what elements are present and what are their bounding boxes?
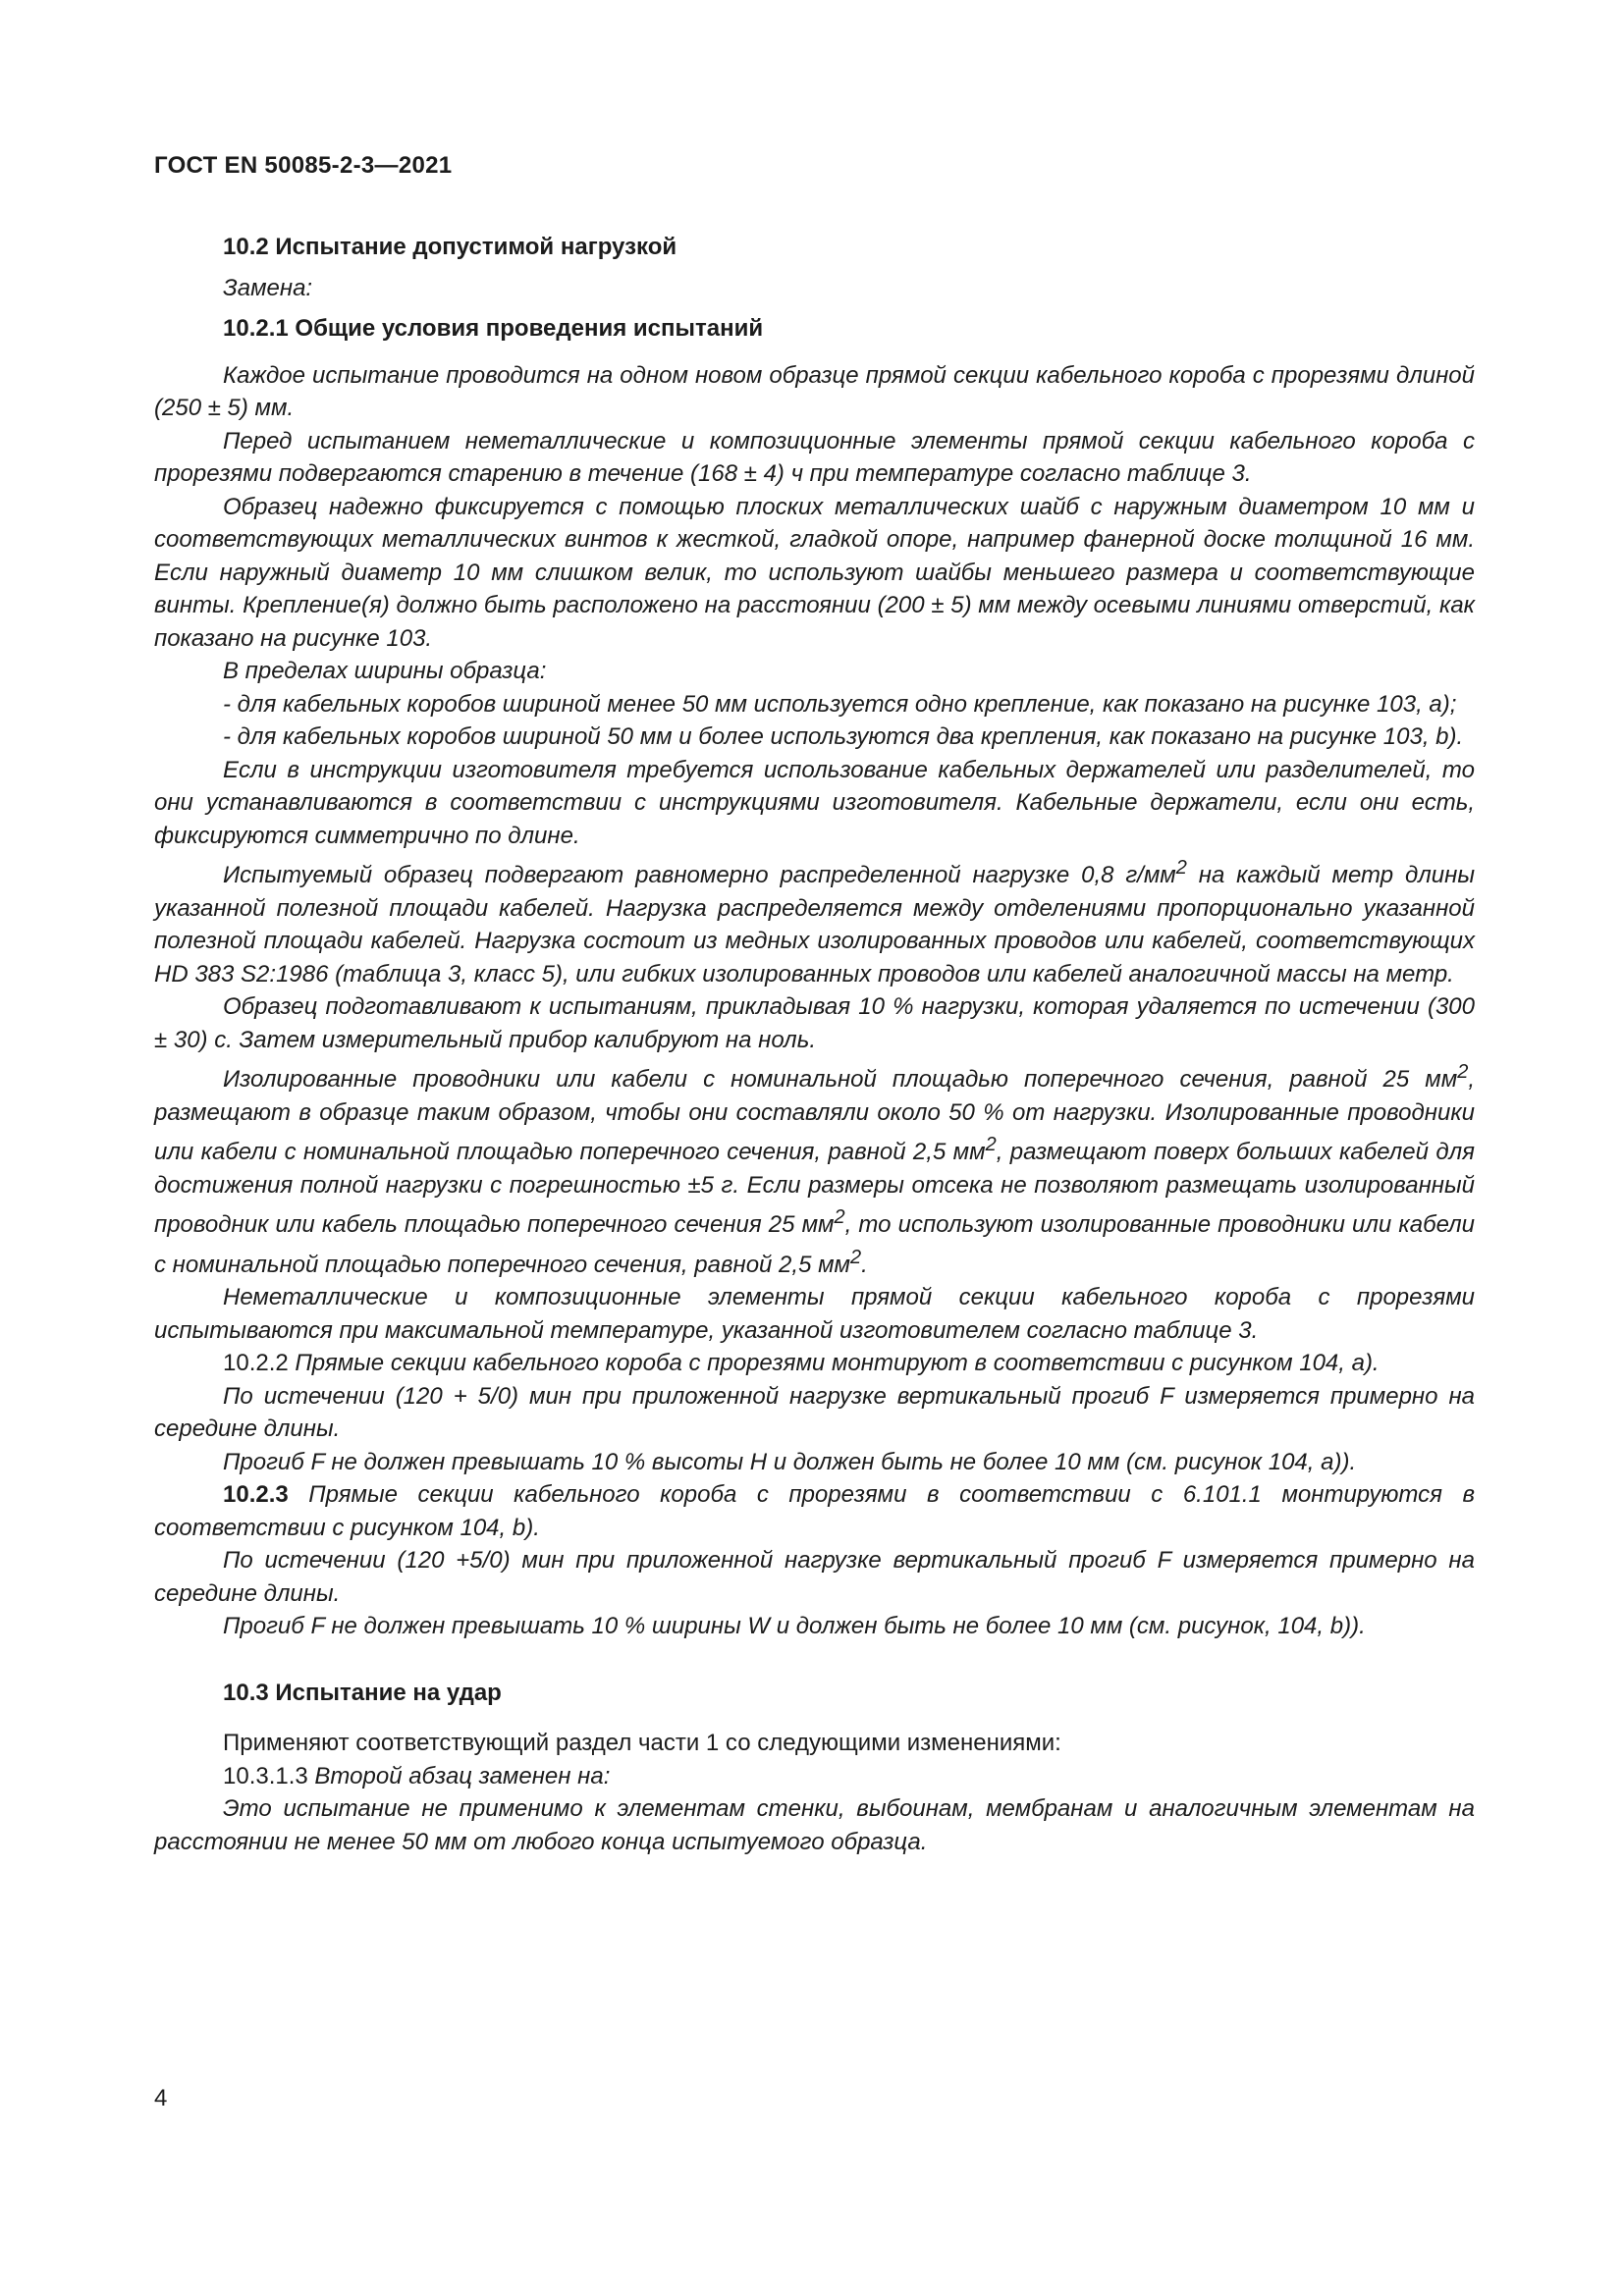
section-heading-10-3: 10.3 Испытание на удар (223, 1679, 502, 1706)
text-run: Прямые секции кабельного короба с прорезями в соответствии с 6.101.1 монтируются в соответствии с рисунком 104, b). (154, 1481, 1475, 1541)
paragraph (154, 1056, 1475, 1281)
paragraph: По истечении (120 +5/0) мин при приложенной нагрузке вертикальный прогиб F измеряется примерно на середине длины. (154, 1547, 1475, 1607)
superscript: 2 (834, 1206, 845, 1228)
superscript: 2 (1175, 857, 1187, 879)
replacement-note: Замена: (223, 274, 313, 301)
superscript: 2 (1457, 1061, 1469, 1083)
paragraph: Если в инструкции изготовителя требуется использование кабельных держателей или разделителей, то они устанавливаются в соответствии с инструкциями изготовителя. Кабельные держатели, если они есть, фиксируются симметрично по длине. (154, 756, 1475, 849)
paragraph: Образец надежно фиксируется с помощью плоских металлических шайб с наружным диаметром 10 мм и соответствующих металлических винтов к жесткой, гладкой опоре, например фанерной доске толщиной 16 мм. Если наружный диаметр 10 мм слишком велик, то используют шайбы меньшего размера и соответствующие винты. Крепление(я) должно быть расположено на расстоянии (200 ± 5) мм между осевыми линиями отверстий, как показано на рисунке 103. (154, 493, 1475, 652)
text-run: Испытуемый образец подвергают равномерно распределенной нагрузке 0,8 г/мм (223, 862, 1176, 888)
paragraph: Прогиб F не должен превышать 10 % высоты H и должен быть не более 10 мм (см. рисунок 104, а)). (223, 1448, 1357, 1475)
text-run: Второй абзац заменен на: (307, 1762, 611, 1789)
text-run: на каждый метр длины указанной полезной площади кабелей. Нагрузка распределяется между отделениями пропорционально указанной полезной площади кабелей. Нагрузка состоит из медных изолированных проводов или кабелей, соответствующих HD 383 S2:1986 (таблица 3, класс 5), или гибких изолированных проводов или кабелей аналогичной массы на метр. (154, 862, 1475, 988)
paragraph-10-2-2 (154, 1347, 1475, 1380)
paragraph: По истечении (120 + 5/0) мин при приложенной нагрузке вертикальный прогиб F измеряется примерно на середине длины. (154, 1382, 1475, 1442)
section-heading-10-2-1: 10.2.1 Общие условия проведения испытаний (223, 315, 764, 342)
superscript: 2 (850, 1246, 862, 1268)
clause-number: 10.3.1.3 (223, 1762, 308, 1789)
paragraph: Перед испытанием неметаллические и композиционные элементы прямой секции кабельного короба с прорезями подвергаются старению в течение (168 ± 4) ч при температуре согласно таблице 3. (154, 427, 1475, 487)
document-body (154, 221, 1475, 1858)
text-run: , то используют изолированные проводники или кабели с номинальной площадью поперечного сечения, равной 2,5 мм (154, 1211, 1476, 1278)
text-run: Изолированные проводники или кабели с номинальной площадью поперечного сечения, равной 25 мм (223, 1066, 1458, 1093)
section-heading-10-2: 10.2 Испытание допустимой нагрузкой (223, 234, 677, 260)
page-number: 4 (154, 2085, 168, 2111)
superscript: 2 (985, 1134, 997, 1155)
document-header: ГОСТ EN 50085-2-3—2021 (154, 152, 453, 179)
clause-number: 10.2.3 (223, 1481, 289, 1508)
paragraph: Это испытание не применимо к элементам стенки, выбоинам, мембранам и аналогичным элементам на расстоянии не менее 50 мм от любого конца испытуемого образца. (154, 1795, 1475, 1855)
paragraph: Неметаллические и композиционные элементы прямой секции кабельного короба с прорезями испытываются при максимальной температуре, указанной изготовителем согласно таблице 3. (154, 1284, 1475, 1344)
list-item: - для кабельных коробов шириной 50 мм и более используются два крепления, как показано на рисунке 103, b). (223, 723, 1464, 750)
paragraph-10-2-3 (154, 1478, 1475, 1544)
text-run: . (861, 1251, 868, 1278)
paragraph: В пределах ширины образца: (223, 658, 547, 684)
paragraph: Применяют соответствующий раздел части 1 со следующими изменениями: (223, 1730, 1061, 1756)
text-run: , размещают в образце таким образом, чтобы они составляли около 50 % от нагрузки. Изолированные проводники или кабели с номинальной площадью поперечного сечения, равной 2,5 мм (154, 1066, 1475, 1165)
text-run: , размещают поверх больших кабелей для достижения полной нагрузки с погрешностью ±5 г. Если размеры отсека не позволяют размещать изолированный проводник или кабель площадью поперечного сечения 25 мм (154, 1139, 1475, 1238)
list-item: - для кабельных коробов шириной менее 50 мм используется одно крепление, как показано на рисунке 103, а); (223, 690, 1457, 718)
paragraph: Образец подготавливают к испытаниям, прикладывая 10 % нагрузки, которая удаляется по истечении (300 ± 30) с. Затем измерительный прибор калибруют на ноль. (154, 993, 1475, 1053)
paragraph (154, 852, 1475, 990)
section-10-2-1-body (154, 359, 1475, 1643)
paragraph: Каждое испытание проводится на одном новом образце прямой секции кабельного короба с прорезями длиной (250 ± 5) мм. (154, 361, 1475, 421)
clause-number: 10.2.2 (223, 1350, 289, 1376)
paragraph: Прогиб F не должен превышать 10 % ширины W и должен быть не более 10 мм (см. рисунок, 104, b)). (223, 1613, 1366, 1639)
text-run: Прямые секции кабельного короба с прорезями монтируют в соответствии с рисунком 104, а). (288, 1350, 1380, 1376)
paragraph-10-3-1-3 (154, 1760, 1475, 1793)
